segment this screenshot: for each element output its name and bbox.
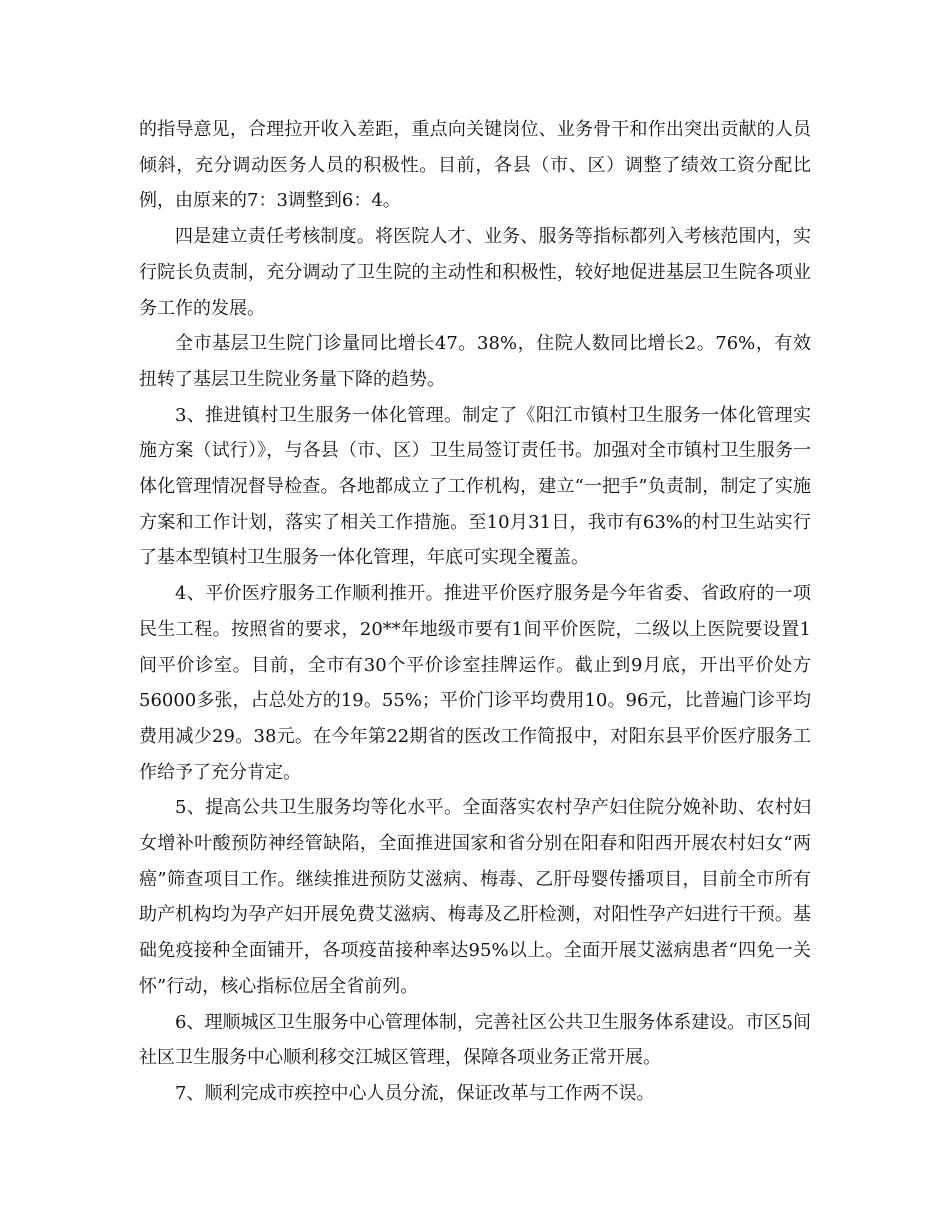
paragraph-item-6: 6、理顺城区卫生服务中心管理体制，完善社区公共卫生服务体系建设。市区5间社区卫生服务中心顺利移交江城区管理，保障各项业务正常开展。	[139, 1011, 811, 1069]
paragraph-outpatient-growth: 全市基层卫生院门诊量同比增长47。38%，住院人数同比增长2。76%，有效扭转了基层卫生院业务量下降的趋势。	[139, 333, 811, 390]
paragraph-responsibility-assessment: 四是建立责任考核制度。将医院人才、业务、服务等指标都列入考核范围内，实行院长负责制，充分调动了卫生院的主动性和积极性，较好地促进基层卫生院各项业务工作的发展。	[139, 226, 811, 319]
paragraph-item-3: 3、推进镇村卫生服务一体化管理。制定了《阳江市镇村卫生服务一体化管理实施方案（试行）》，与各县（市、区）卫生局签订责任书。加强对全市镇村卫生服务一体化管理情况督导检查。各地都成立了工作机构，建立“一把手”负责制，制定了实施方案和工作计划，落实了相关工作措施。至10月31日，我市有63%的村卫生站实行了基本型镇村卫生服务一体化管理，年底可实现全覆盖。	[139, 404, 811, 569]
document-body	[139, 112, 811, 1112]
paragraph-item-7: 7、顺利完成市疾控中心人员分流，保证改革与工作两不误。	[175, 1082, 655, 1104]
paragraph-item-4: 4、平价医疗服务工作顺利推开。推进平价医疗服务是今年省委、省政府的一项民生工程。按照省的要求，20**年地级市要有1间平价医院，二级以上医院要设置1间平价诊室。目前，全市有30个平价诊室挂牌运作。截止到9月底，开出平价处方56000多张，占总处方的19。55%；平价门诊平均费用10。96元，比普遍门诊平均费用减少29。38元。在今年第22期省的医改工作简报中，对阳东县平价医疗服务工作给予了充分肯定。	[139, 583, 811, 783]
paragraph-item-5: 5、提高公共卫生服务均等化水平。全面落实农村孕产妇住院分娩补助、农村妇女增补叶酸预防神经管缺陷，全面推进国家和省分别在阳春和阳西开展农村妇女“两癌”筛查项目工作。继续推进预防艾滋病、梅毒、乙肝母婴传播项目，目前全市所有助产机构均为孕产妇开展免费艾滋病、梅毒及乙肝检测，对阳性孕产妇进行干预。基础免疫接种全面铺开，各项疫苗接种率达95%以上。全面开展艾滋病患者“四免一关怀”行动，核心指标位居全省前列。	[139, 797, 811, 997]
paragraph-continuation: 的指导意见，合理拉开收入差距，重点向关键岗位、业务骨干和作出突出贡献的人员倾斜，充分调动医务人员的积极性。目前，各县（市、区）调整了绩效工资分配比例，由原来的7：3调整到6：4。	[139, 119, 811, 212]
